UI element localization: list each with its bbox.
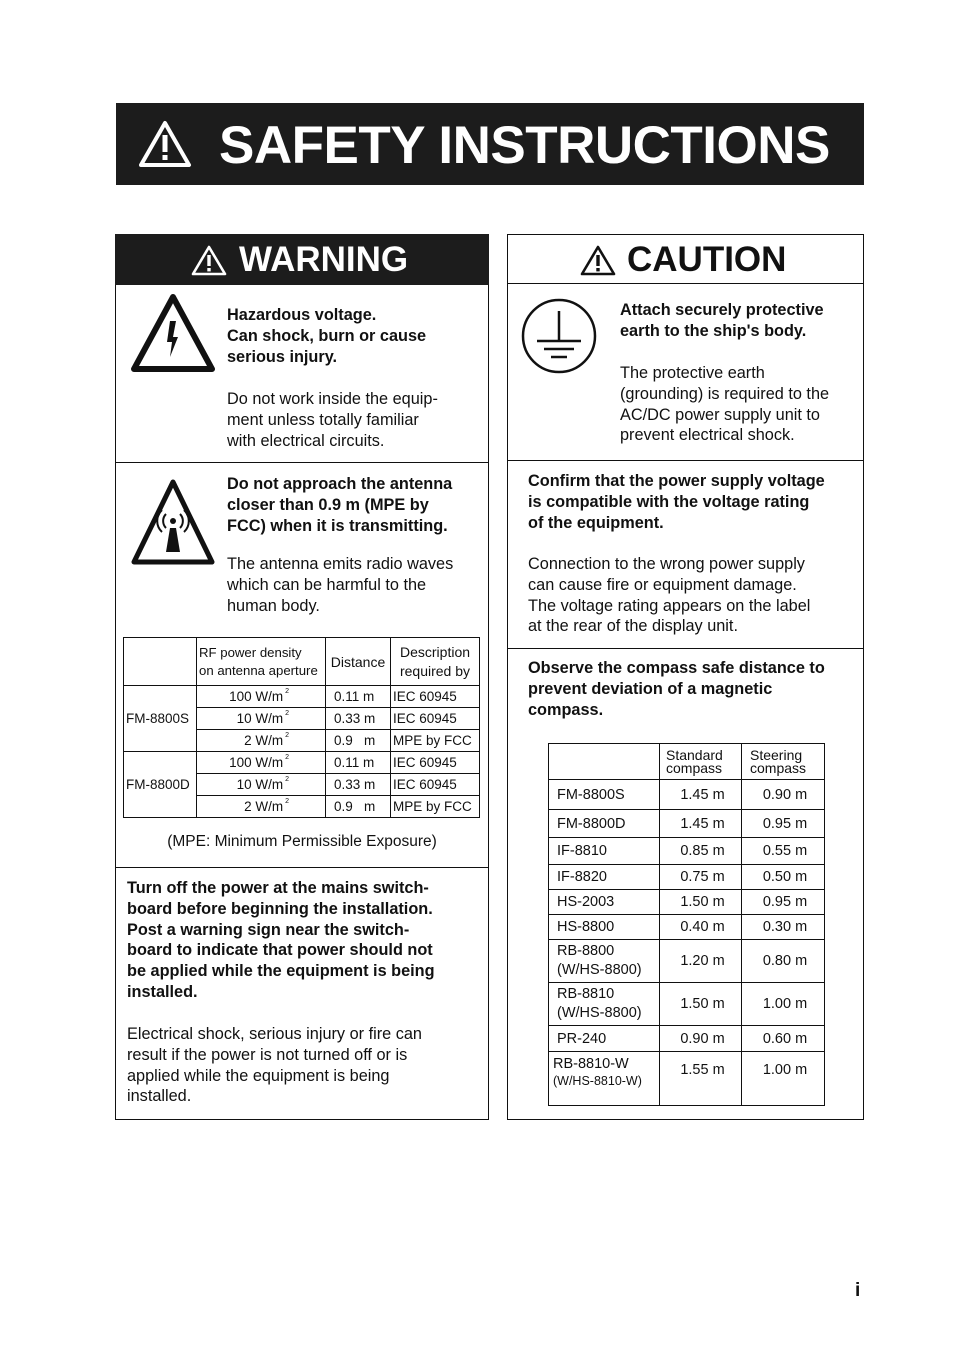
- caution-label: CAUTION: [627, 240, 787, 279]
- cmp-standard: 1.45 m: [660, 810, 742, 838]
- rf-header-density: RF power density on antenna aperture: [197, 638, 326, 686]
- cmp-steering: 0.90 m: [742, 780, 825, 810]
- cmp-model: HS-8800: [549, 915, 660, 940]
- warning-triangle-icon: [138, 119, 192, 169]
- cmp-steering: 0.50 m: [742, 865, 825, 890]
- warning-s3-body: Electrical shock, serious injury or fire can result if the power is not turned off or is applied while the equipment is being installed.: [127, 1025, 422, 1106]
- warning-header: [115, 234, 489, 285]
- cmp-header-steering: Steering compass: [742, 744, 825, 780]
- cmp-model: PR-240: [549, 1026, 660, 1052]
- divider: [116, 462, 488, 463]
- cmp-steering: 1.00 m: [742, 983, 825, 1026]
- cmp-standard: 1.20 m: [660, 940, 742, 983]
- cmp-model: IF-8820: [549, 865, 660, 890]
- rf-header-desc: Description required by: [391, 638, 480, 686]
- rf-header-distance: Distance: [326, 638, 391, 686]
- cmp-header-standard: Standard compass: [660, 744, 742, 780]
- cmp-model: RB-8800 (W/HS-8800): [549, 940, 660, 983]
- rf-distance: 0.33 m: [326, 708, 391, 730]
- cmp-model: FM-8800S: [549, 780, 660, 810]
- rf-desc: IEC 60945: [391, 752, 480, 774]
- rf-distance: 0.33 m: [326, 774, 391, 796]
- rf-power-table: [123, 637, 480, 818]
- rf-distance: 0.11 m: [326, 752, 391, 774]
- page-number: i: [855, 1280, 861, 1301]
- warning-s3-heading: Turn off the power at the mains switch- board before beginning the installation. Post a warning sign near the switch- board to indicate that power should not be applied while the equipment is being installed.: [127, 879, 435, 1001]
- cmp-standard: 1.55 m: [660, 1052, 742, 1106]
- cmp-steering: 1.00 m: [742, 1052, 825, 1106]
- rf-density: 100 W/m $^2$: [197, 686, 326, 708]
- cmp-standard: 1.50 m: [660, 890, 742, 915]
- rf-density: 10 W/m $^2$: [197, 708, 326, 730]
- title-bar: [116, 103, 864, 185]
- rf-density: 100 W/m $^2$: [197, 752, 326, 774]
- rf-model: FM-8800D: [124, 752, 197, 818]
- divider: [116, 867, 488, 868]
- divider: [508, 648, 863, 649]
- cmp-model: RB-8810 (W/HS-8800): [549, 983, 660, 1026]
- caution-s3-heading: Observe the compass safe distance to prevent deviation of a magnetic compass.: [528, 659, 825, 719]
- rf-desc: MPE by FCC: [391, 730, 480, 752]
- cmp-steering: 0.95 m: [742, 890, 825, 915]
- cmp-standard: 1.50 m: [660, 983, 742, 1026]
- cmp-steering: 0.60 m: [742, 1026, 825, 1052]
- rf-distance: 0.9 m: [326, 796, 391, 818]
- cmp-model: RB-8810-W (W/HS-8810-W): [549, 1052, 660, 1106]
- cmp-model: FM-8800D: [549, 810, 660, 838]
- rf-desc: IEC 60945: [391, 686, 480, 708]
- caution-s2-body: Connection to the wrong power supply can cause fire or equipment damage. The voltage rating appears on the label at the rear of the display unit.: [528, 555, 811, 636]
- caution-s1-body: The protective earth (grounding) is required to the AC/DC power supply unit to prevent electrical shock.: [620, 364, 830, 445]
- rf-model: FM-8800S: [124, 686, 197, 752]
- protective-earth-icon: [520, 297, 598, 375]
- rf-density: 2 W/m $^2$: [197, 730, 326, 752]
- compass-distance-table: [548, 743, 825, 1106]
- warning-label: WARNING: [239, 240, 409, 279]
- rf-desc: IEC 60945: [391, 708, 480, 730]
- cmp-header-empty: [549, 744, 660, 780]
- divider: [508, 460, 863, 461]
- cmp-steering: 0.95 m: [742, 810, 825, 838]
- rf-table-note: (MPE: Minimum Permissible Exposure): [167, 833, 437, 850]
- cmp-steering: 0.55 m: [742, 838, 825, 865]
- rf-density: 10 W/m $^2$: [197, 774, 326, 796]
- caution-triangle-icon: [580, 244, 616, 276]
- rf-header-empty: [124, 638, 197, 686]
- cmp-standard: 0.75 m: [660, 865, 742, 890]
- rf-distance: 0.9 m: [326, 730, 391, 752]
- warning-s2-body: The antenna emits radio waves which can be harmful to the human body.: [227, 555, 454, 615]
- cmp-steering: 0.30 m: [742, 915, 825, 940]
- cmp-model: HS-2003: [549, 890, 660, 915]
- high-voltage-icon: [130, 293, 216, 373]
- caution-s1-heading: Attach securely protective earth to the ship's body.: [620, 301, 824, 340]
- warning-triangle-icon: [191, 244, 227, 276]
- rf-density: 2 W/m $^2$: [197, 796, 326, 818]
- warning-s1-body: Do not work inside the equip- ment unless totally familiar with electrical circuits.: [227, 390, 438, 450]
- cmp-standard: 0.90 m: [660, 1026, 742, 1052]
- rf-distance: 0.11 m: [326, 686, 391, 708]
- rf-desc: IEC 60945: [391, 774, 480, 796]
- rf-desc: MPE by FCC: [391, 796, 480, 818]
- cmp-standard: 0.40 m: [660, 915, 742, 940]
- caution-s2-heading: Confirm that the power supply voltage is compatible with the voltage rating of the equipment.: [528, 472, 825, 532]
- cmp-model: IF-8810: [549, 838, 660, 865]
- cmp-steering: 0.80 m: [742, 940, 825, 983]
- radio-wave-icon: [130, 478, 216, 566]
- warning-s2-heading: Do not approach the antenna closer than 0.9 m (MPE by FCC) when it is transmitting.: [227, 475, 453, 535]
- cmp-standard: 1.45 m: [660, 780, 742, 810]
- warning-s1-heading: Hazardous voltage. Can shock, burn or cause serious injury.: [227, 306, 427, 366]
- cmp-standard: 0.85 m: [660, 838, 742, 865]
- page-title: SAFETY INSTRUCTIONS: [219, 116, 830, 175]
- caution-header: [507, 234, 864, 284]
